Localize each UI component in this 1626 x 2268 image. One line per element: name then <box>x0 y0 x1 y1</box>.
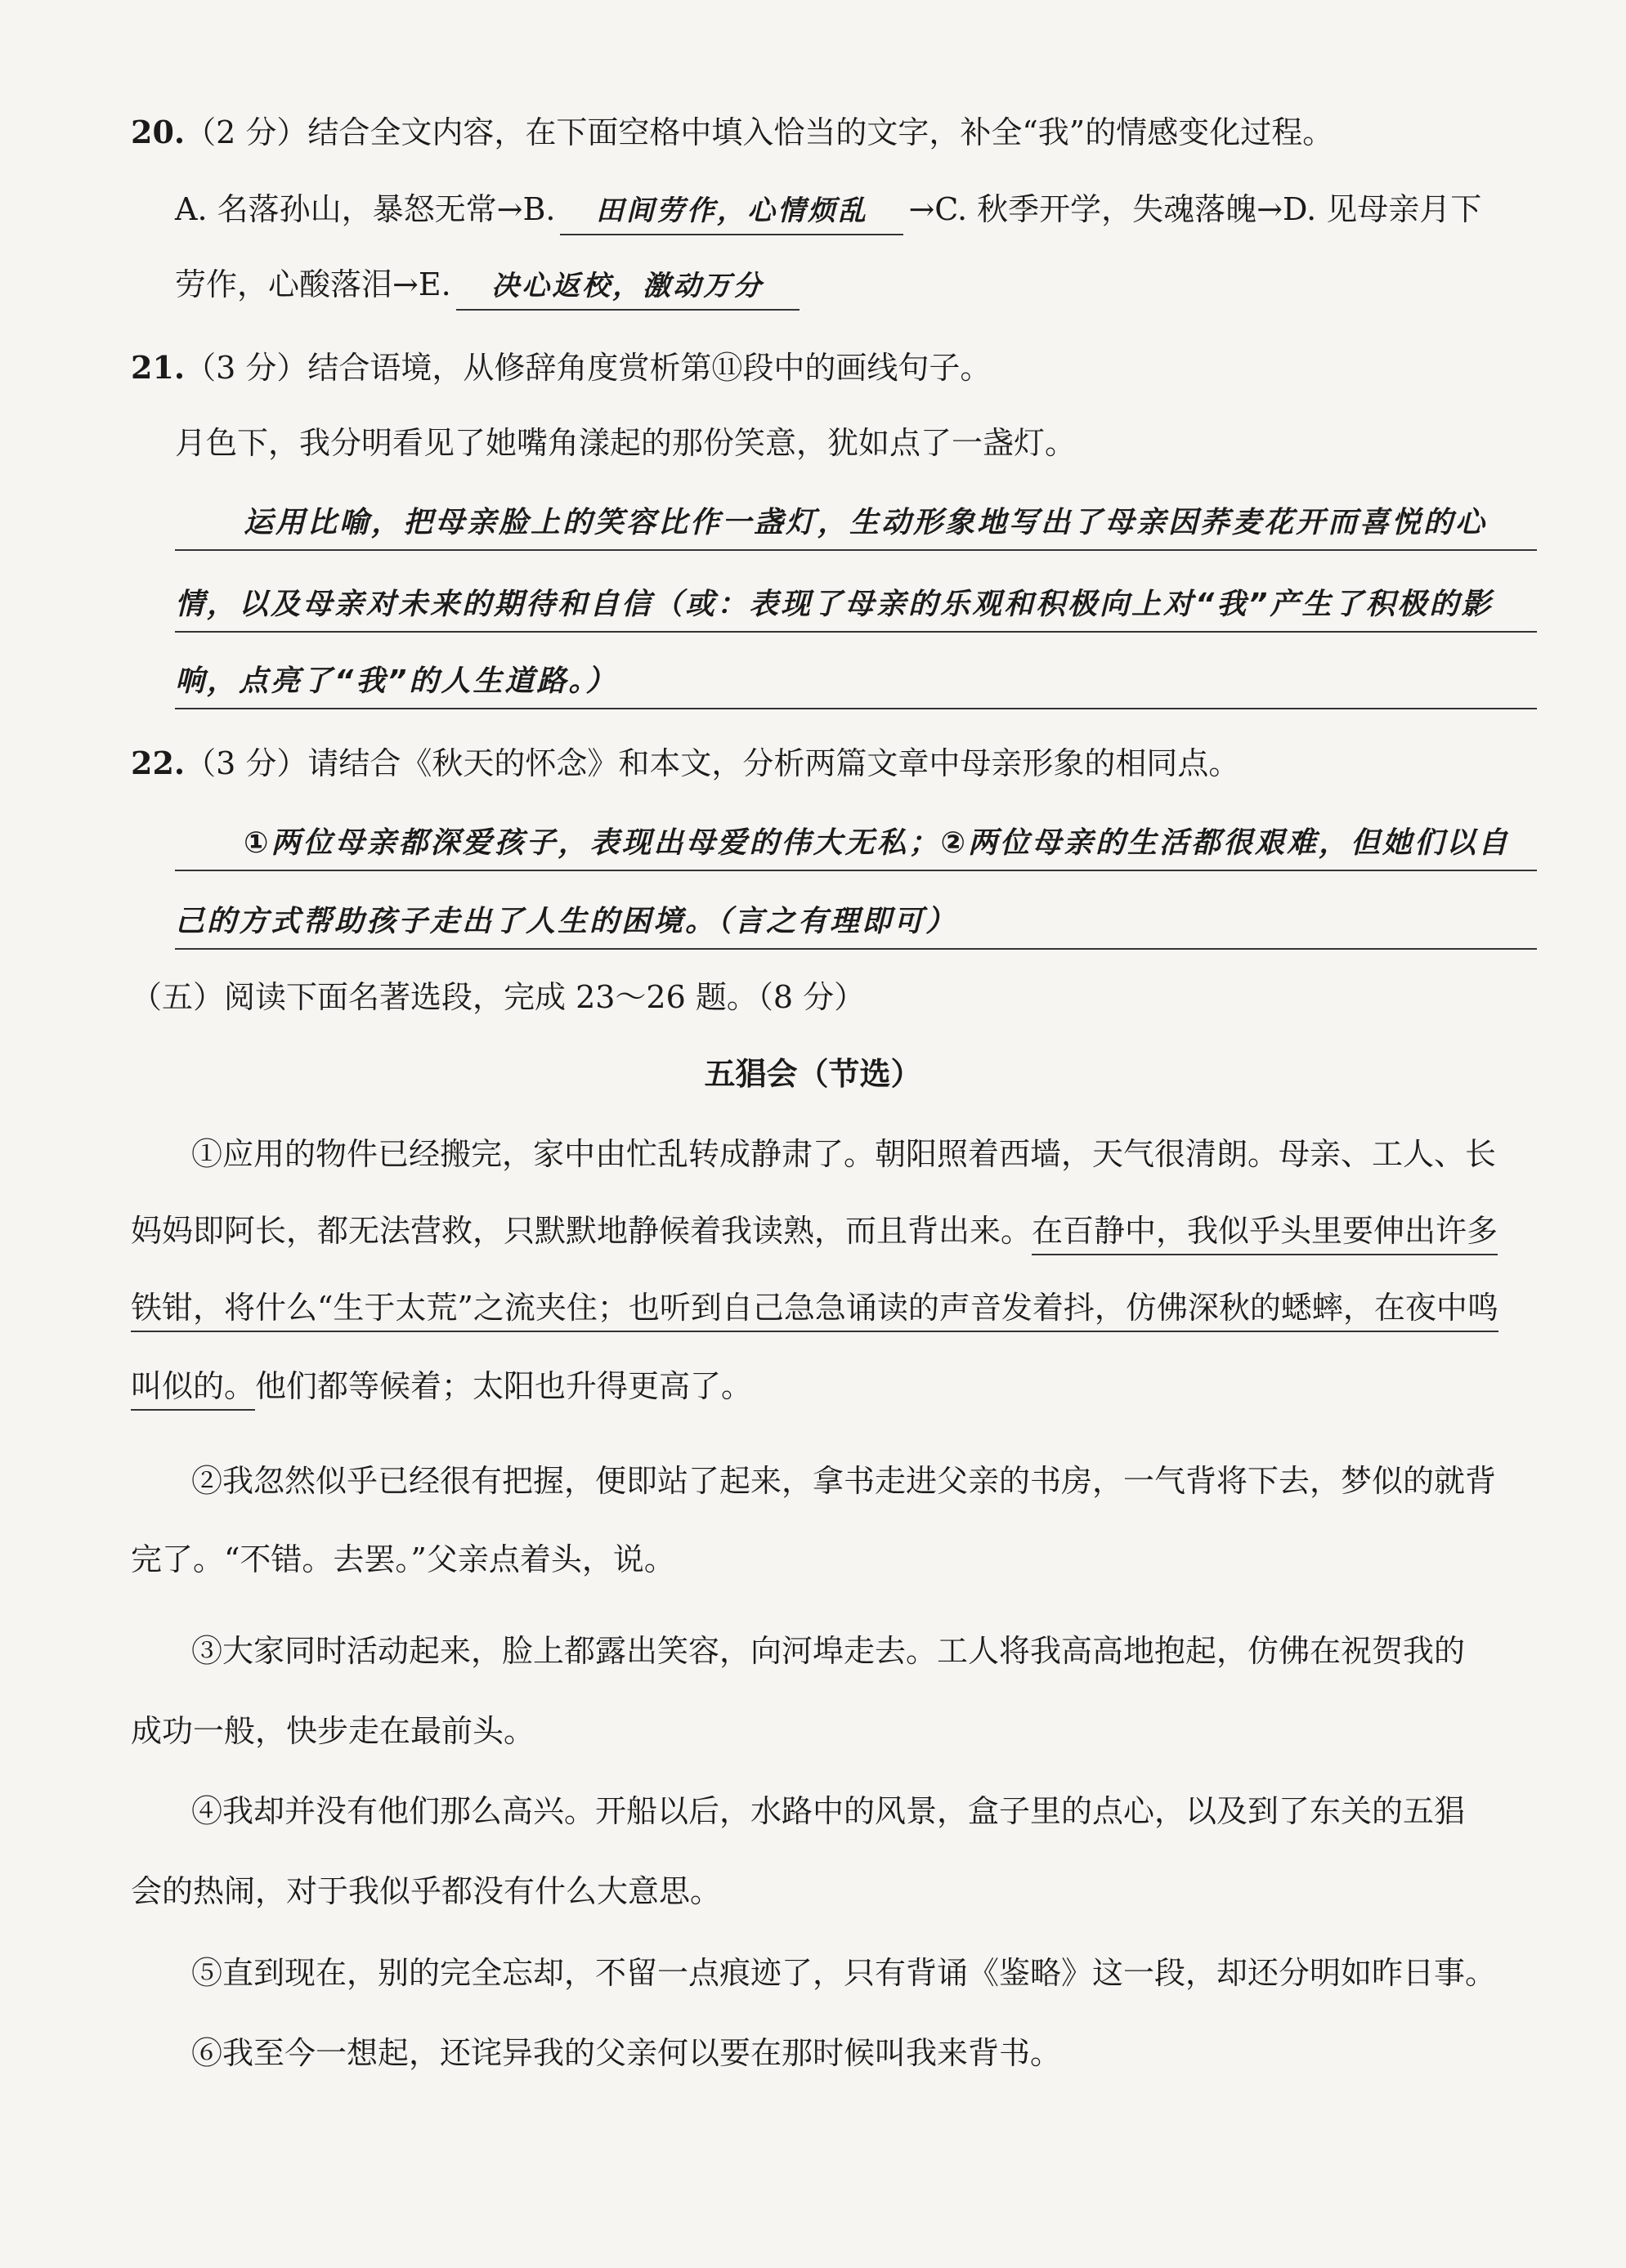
p1-underlined-sentence-middle: 铁钳，将什么“生于太荒”之流夹住；也听到自己急急诵读的声音发着抖，仿佛深秋的蟋蟀，在夜中鸣 <box>131 1290 1498 1332</box>
p3-line-1: ③大家同时活动起来，脸上都露出笑容，向河埠走去。工人将我高高地抱起，仿佛在祝贺我的 <box>191 1633 1466 1669</box>
p3-line-2: 成功一般，快步走在最前头。 <box>131 1713 535 1749</box>
p1-line-2a: 妈妈即阿长，都无法营救，只默默地静候着我读熟，而且背出来。 <box>131 1213 1032 1249</box>
p1-line-3 <box>131 1285 1537 1331</box>
q22-stem: （3 分）请结合《秋天的怀念》和本文，分析两篇文章中母亲形象的相同点。 <box>185 745 1240 781</box>
q22-stem-line <box>131 740 1537 786</box>
q20-part-a: A. 名落孙山，暴怒无常→B. <box>175 191 556 227</box>
q20-stem-line <box>131 110 1537 155</box>
q20-number: 20. <box>131 114 186 150</box>
p2-line-2: 完了。“不错。去罢。”父亲点着头，说。 <box>131 1541 675 1577</box>
q20-blanks-line-2 <box>175 262 1581 311</box>
q21-stem: （3 分）结合语境，从修辞角度赏析第⑪段中的画线句子。 <box>185 350 992 386</box>
q22-answer-line-2: 己的方式帮助孩子走出了人生的困境。（言之有理即可） <box>175 899 1537 950</box>
section5-intro: （五）阅读下面名著选段，完成 23～26 题。（8 分） <box>131 979 866 1015</box>
p1-line-4b: 他们都等候着；太阳也升得更高了。 <box>255 1368 753 1404</box>
p4-line-1: ④我却并没有他们那么高兴。开船以后，水路中的风景，盒子里的点心，以及到了东关的五猖 <box>191 1793 1466 1829</box>
q21-answer-line-1: 运用比喻，把母亲脸上的笑容比作一盏灯，生动形象地写出了母亲因荞麦花开而喜悦的心 <box>175 500 1537 551</box>
q20-part-c: →C. 秋季开学，失魂落魄→D. 见母亲月下 <box>908 191 1482 227</box>
p6: ⑥我至今一想起，还诧异我的父亲何以要在那时候叫我来背书。 <box>191 2035 1062 2071</box>
q21-answer-line-3: 响，点亮了“我”的人生道路。） <box>175 659 1537 709</box>
q21-quote: 月色下，我分明看见了她嘴角漾起的那份笑意，犹如点了一盏灯。 <box>175 425 1077 461</box>
q22-number: 22. <box>131 745 186 781</box>
p1-line-2 <box>131 1208 1537 1254</box>
p1-underlined-sentence-end: 叫似的。 <box>131 1368 255 1411</box>
q22-answer-line-1: ①两位母亲都深爱孩子，表现出母爱的伟大无私；②两位母亲的生活都很艰难，但她们以自 <box>175 821 1537 871</box>
p4-line-2: 会的热闹，对于我似乎都没有什么大意思。 <box>131 1873 722 1909</box>
p1-line-4 <box>131 1363 1537 1409</box>
p1-underlined-sentence-start: 在百静中，我似乎头里要伸出许多 <box>1032 1213 1498 1255</box>
q20-stem: （2 分）结合全文内容，在下面空格中填入恰当的文字，补全“我”的情感变化过程。 <box>185 114 1334 150</box>
q21-answer-line-2: 情，以及母亲对未来的期待和自信（或：表现了母亲的乐观和积极向上对“我”产生了积极的影 <box>175 582 1537 633</box>
q21-stem-line <box>131 345 1537 391</box>
q20-blanks-line-1 <box>175 186 1581 235</box>
q20-answer-e: 决心返校，激动万分 <box>456 263 800 311</box>
p2-line-1: ②我忽然似乎已经很有把握，便即站了起来，拿书走进父亲的书房，一气背将下去，梦似的就背 <box>191 1463 1497 1499</box>
p5: ⑤直到现在，别的完全忘却，不留一点痕迹了，只有背诵《鉴略》这一段，却还分明如昨日事。 <box>191 1955 1497 1991</box>
q20-answer-b: 田间劳作，心情烦乱 <box>560 188 903 235</box>
passage-title: 五猖会（节选） <box>704 1056 922 1092</box>
q20-part-d2: 劳作，心酸落泪→E. <box>175 266 451 302</box>
p1-line-1: ①应用的物件已经搬完，家中由忙乱转成静肃了。朝阳照着西墙，天气很清朗。母亲、工人、长 <box>191 1136 1497 1172</box>
q21-number: 21. <box>131 349 186 386</box>
